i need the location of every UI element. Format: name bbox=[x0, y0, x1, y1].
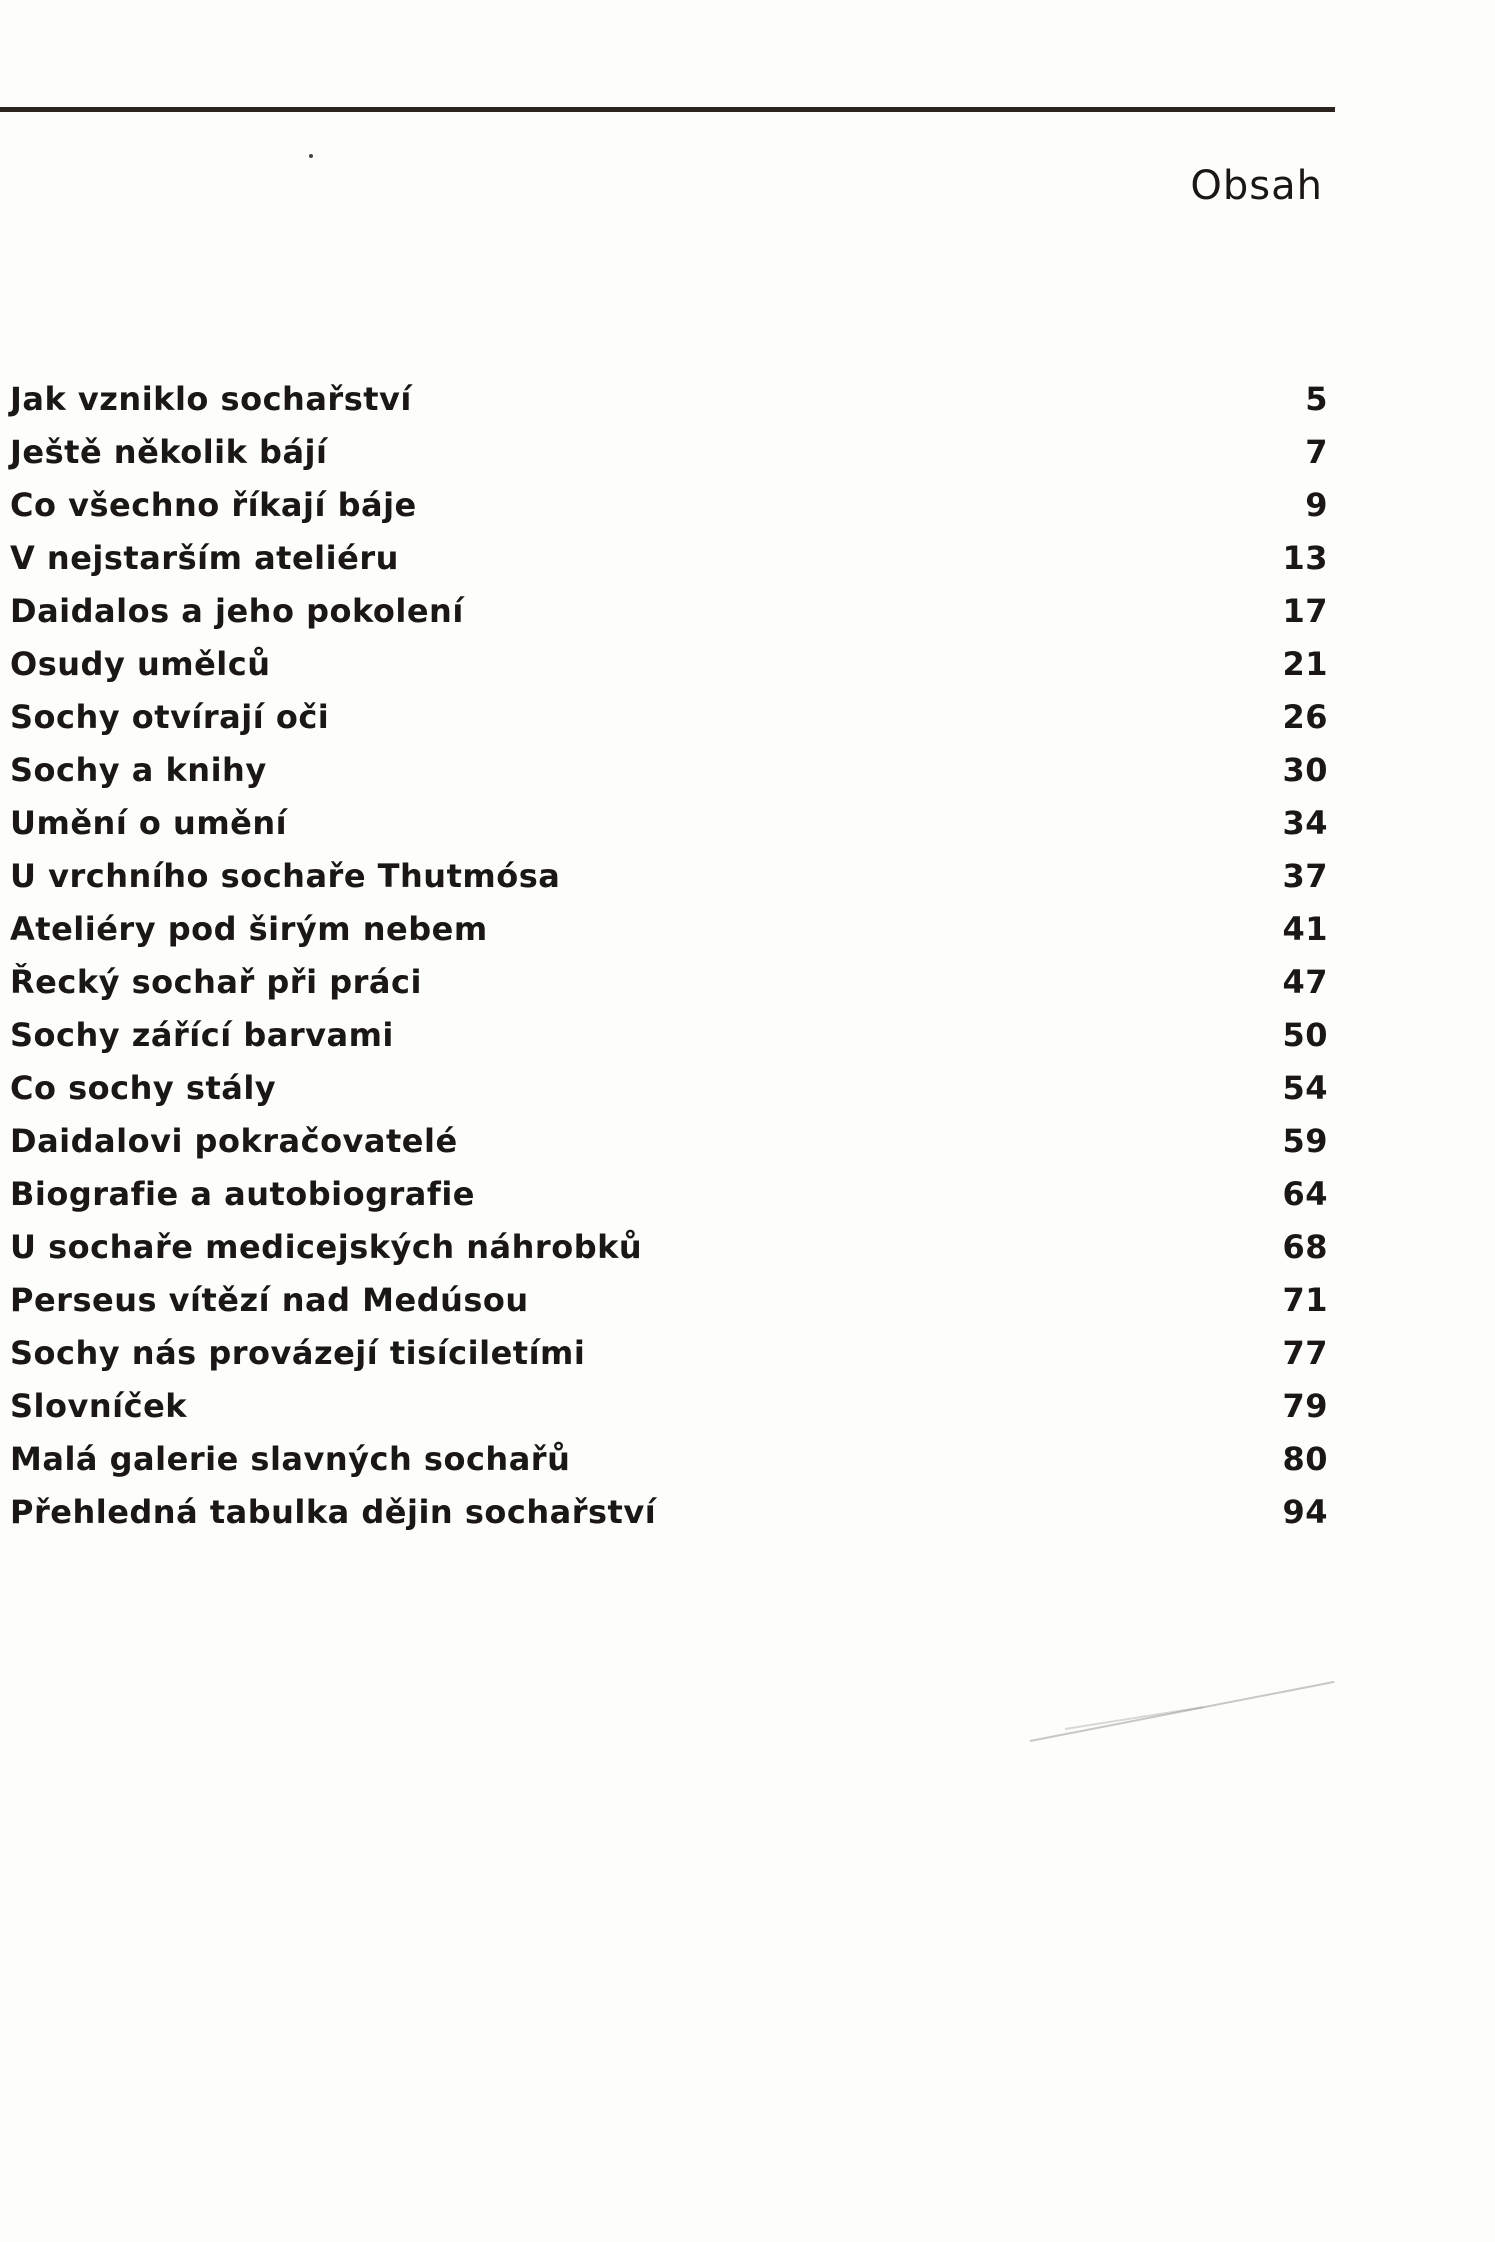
toc-entry-title: Co všechno říkají báje bbox=[10, 486, 417, 524]
toc-entry bbox=[10, 645, 1328, 698]
toc-entry bbox=[10, 1016, 1328, 1069]
toc-entry bbox=[10, 1122, 1328, 1175]
toc-entry-title: Co sochy stály bbox=[10, 1069, 277, 1107]
toc-entry bbox=[10, 1281, 1328, 1334]
toc-entry-page: 94 bbox=[1282, 1493, 1328, 1531]
toc-entry-page: 37 bbox=[1282, 857, 1328, 895]
toc-entry-title: Perseus vítězí nad Medúsou bbox=[10, 1281, 529, 1319]
toc-entry-page: 71 bbox=[1282, 1281, 1328, 1319]
toc-entry-title: Ještě několik bájí bbox=[10, 433, 328, 471]
toc-entry-page: 80 bbox=[1282, 1440, 1328, 1478]
toc-entry bbox=[10, 910, 1328, 963]
toc-entry-title: V nejstarším ateliéru bbox=[10, 539, 399, 577]
toc-entry bbox=[10, 751, 1328, 804]
toc-entry bbox=[10, 857, 1328, 910]
toc-entry-page: 9 bbox=[1305, 486, 1328, 524]
toc-entry-page: 34 bbox=[1282, 804, 1328, 842]
page-title: Obsah bbox=[1190, 162, 1323, 209]
toc-entry-title: Sochy nás provázejí tisíciletími bbox=[10, 1334, 586, 1372]
toc-entry bbox=[10, 539, 1328, 592]
toc-entry bbox=[10, 1334, 1328, 1387]
toc-entry-title: Umění o umění bbox=[10, 804, 288, 842]
toc-entry-page: 50 bbox=[1282, 1016, 1328, 1054]
toc-entry bbox=[10, 963, 1328, 1016]
toc-entry bbox=[10, 1493, 1328, 1546]
toc-entry-page: 5 bbox=[1305, 380, 1328, 418]
toc-entry-page: 68 bbox=[1282, 1228, 1328, 1266]
toc-entry-page: 47 bbox=[1282, 963, 1328, 1001]
toc-entry-title: Přehledná tabulka dějin sochařství bbox=[10, 1493, 657, 1531]
pencil-smudge bbox=[1065, 1706, 1204, 1730]
toc-entry-page: 77 bbox=[1282, 1334, 1328, 1372]
toc-entry-page: 21 bbox=[1282, 645, 1328, 683]
toc-entry bbox=[10, 804, 1328, 857]
toc-entry-title: Sochy zářící barvami bbox=[10, 1016, 394, 1054]
toc-entry-title: Daidalovi pokračovatelé bbox=[10, 1122, 458, 1160]
print-speck bbox=[309, 154, 313, 158]
toc-entry-page: 64 bbox=[1282, 1175, 1328, 1213]
toc-entry-page: 59 bbox=[1282, 1122, 1328, 1160]
toc-entry-page: 30 bbox=[1282, 751, 1328, 789]
toc-entry bbox=[10, 1228, 1328, 1281]
toc-entry-page: 13 bbox=[1282, 539, 1328, 577]
toc-entry-page: 54 bbox=[1282, 1069, 1328, 1107]
toc-entry-page: 17 bbox=[1282, 592, 1328, 630]
toc-entry-page: 41 bbox=[1282, 910, 1328, 948]
toc-entry-title: Osudy umělců bbox=[10, 645, 271, 683]
toc-entry-page: 79 bbox=[1282, 1387, 1328, 1425]
toc-entry-title: Daidalos a jeho pokolení bbox=[10, 592, 464, 630]
toc-entry bbox=[10, 433, 1328, 486]
toc-entry bbox=[10, 698, 1328, 751]
toc-entry-title: Sochy a knihy bbox=[10, 751, 267, 789]
toc-entry-title: Ateliéry pod širým nebem bbox=[10, 910, 488, 948]
toc-entry-page: 7 bbox=[1305, 433, 1328, 471]
toc-entry bbox=[10, 1175, 1328, 1228]
toc-entry bbox=[10, 1069, 1328, 1122]
toc-entry-title: Jak vzniklo sochařství bbox=[10, 380, 412, 418]
toc-entry-title: Biografie a autobiografie bbox=[10, 1175, 475, 1213]
toc-entry-page: 26 bbox=[1282, 698, 1328, 736]
toc-entry-title: U sochaře medicejských náhrobků bbox=[10, 1228, 643, 1266]
toc-entry bbox=[10, 592, 1328, 645]
table-of-contents bbox=[10, 380, 1328, 1546]
toc-entry-title: Sochy otvírají oči bbox=[10, 698, 330, 736]
toc-entry-title: Slovníček bbox=[10, 1387, 188, 1425]
toc-entry-title: Malá galerie slavných sochařů bbox=[10, 1440, 571, 1478]
toc-entry-title: Řecký sochař při práci bbox=[10, 963, 422, 1001]
toc-entry bbox=[10, 380, 1328, 433]
toc-entry-title: U vrchního sochaře Thutmósa bbox=[10, 857, 561, 895]
toc-entry bbox=[10, 1440, 1328, 1493]
toc-entry bbox=[10, 486, 1328, 539]
top-rule bbox=[0, 107, 1335, 112]
toc-entry bbox=[10, 1387, 1328, 1440]
